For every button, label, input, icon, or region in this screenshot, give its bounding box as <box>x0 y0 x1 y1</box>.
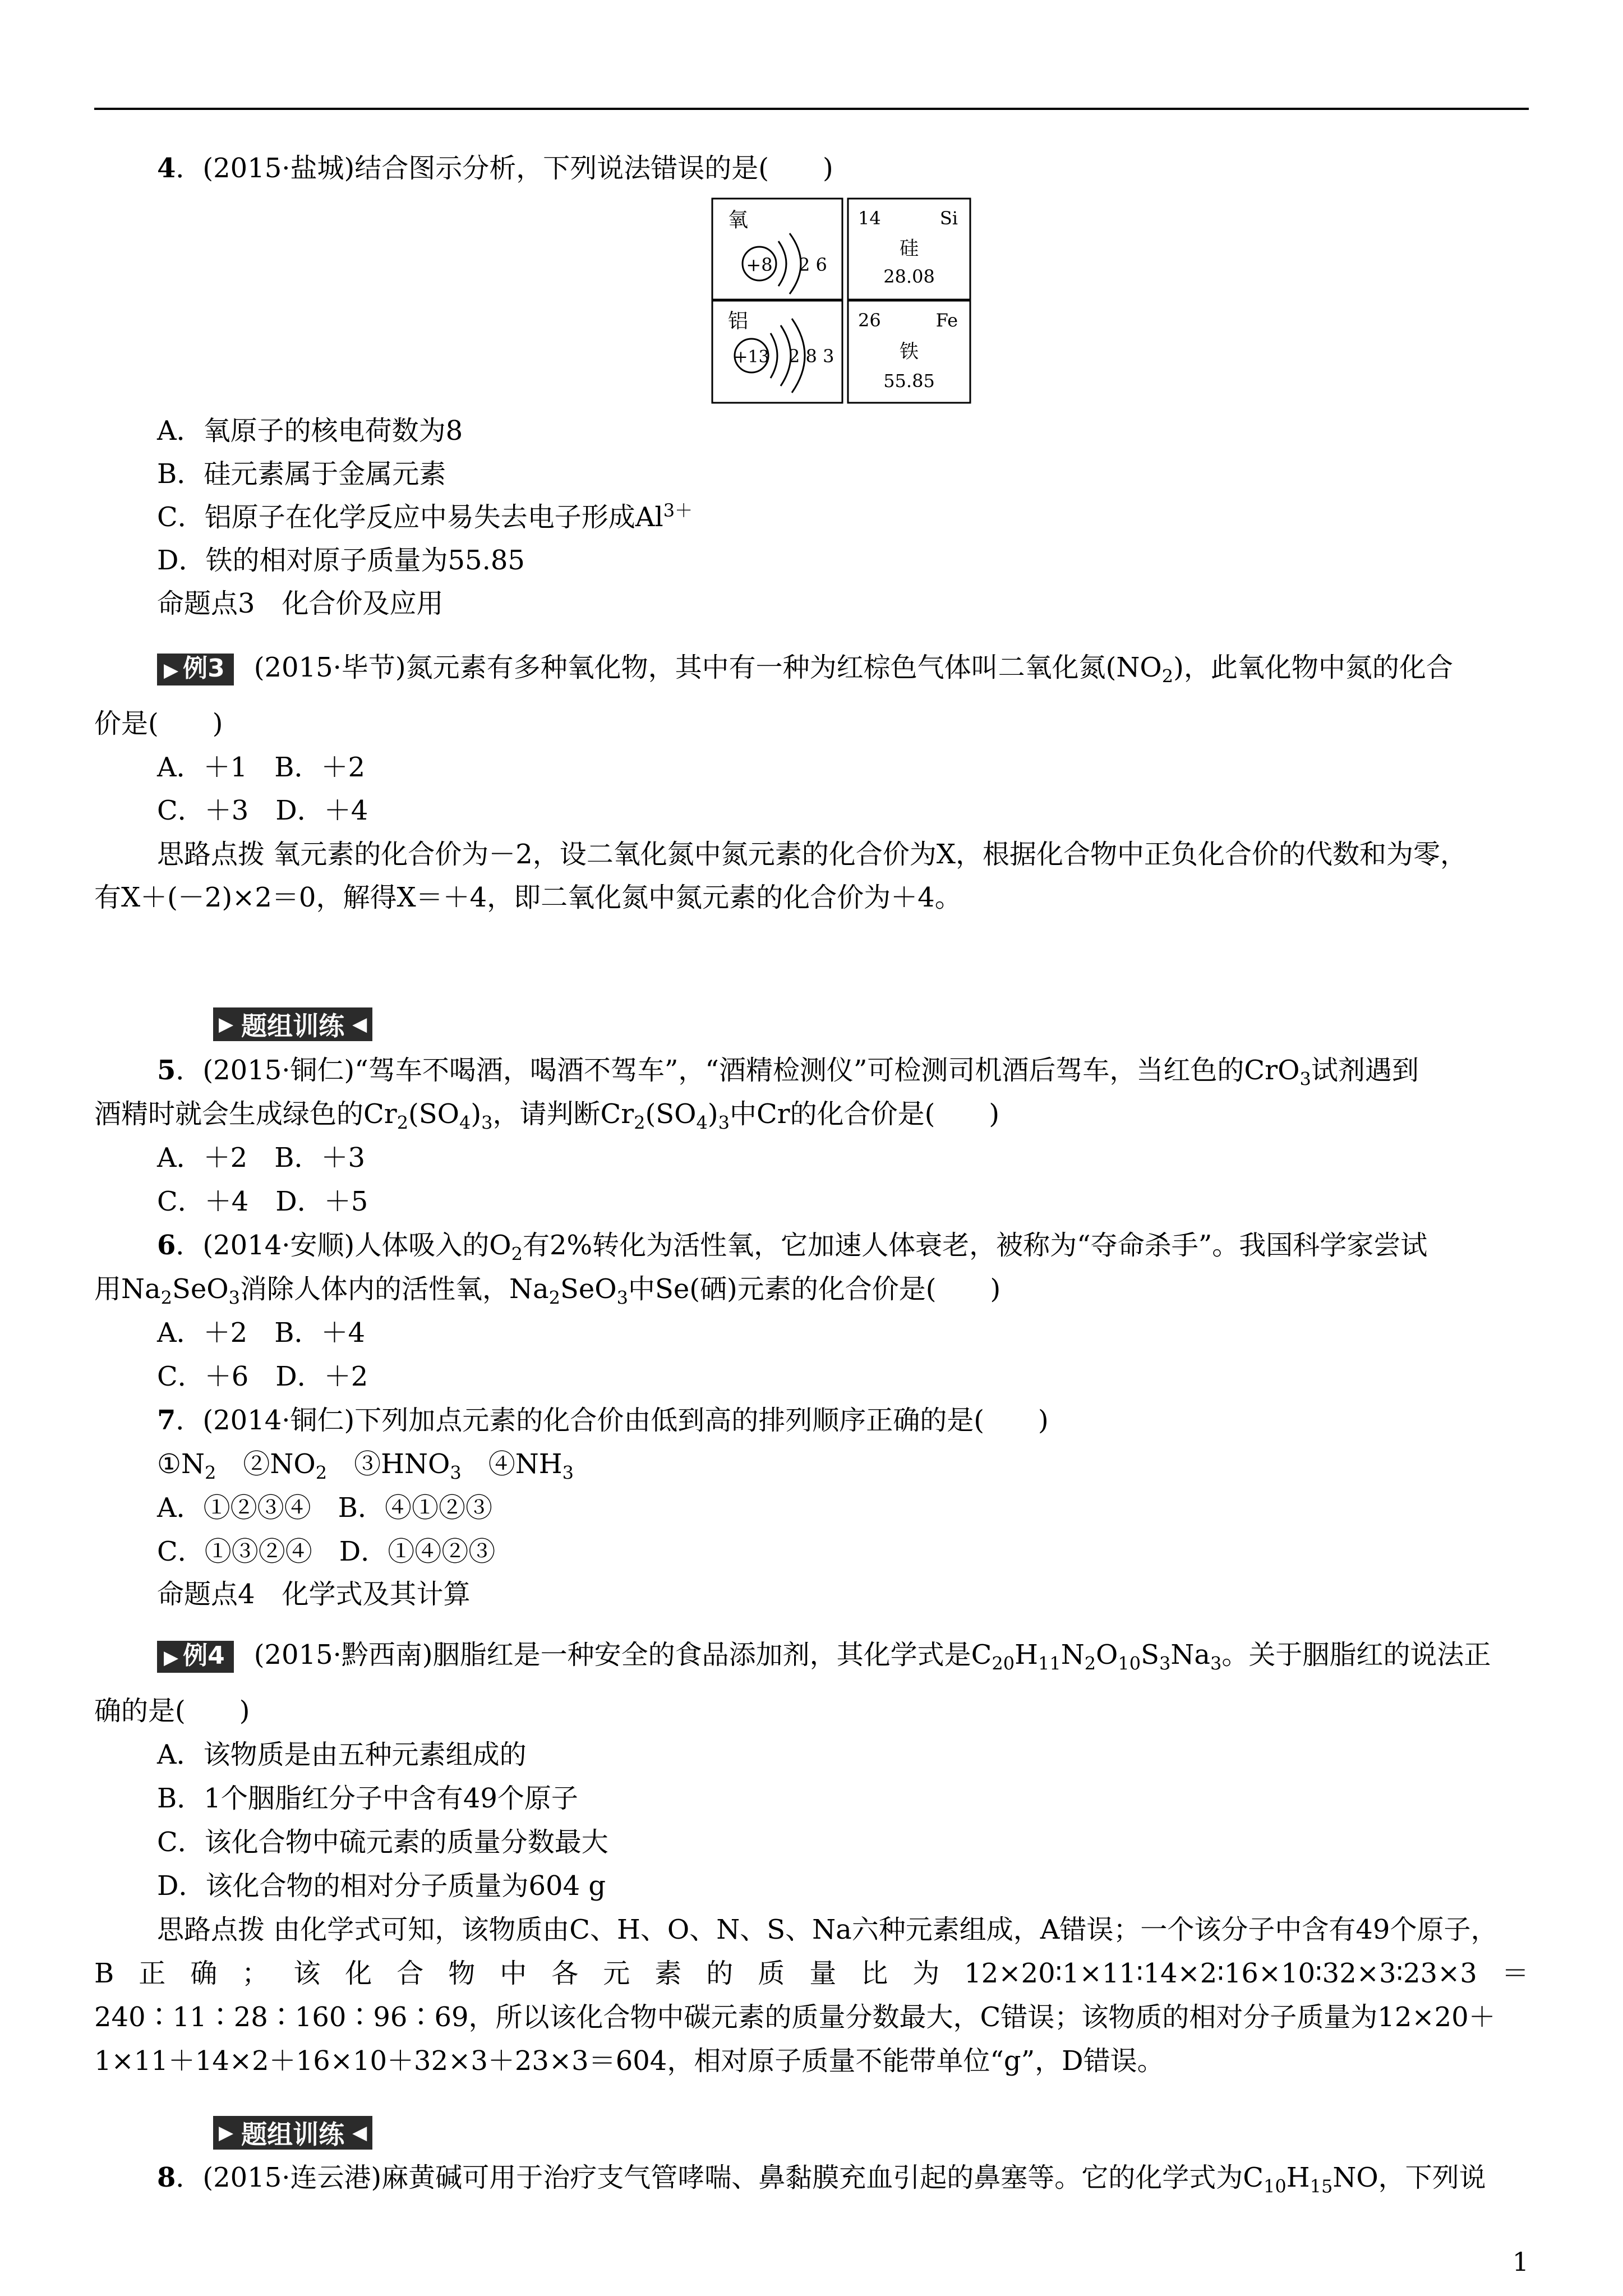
silicon-element-card <box>848 199 970 300</box>
q6-options-ab: A．＋2 B．＋4 <box>157 1317 366 1349</box>
q6-line-1: 6．(2014·安顺)人体吸入的$O_2$有2%转化为活性氧，它加速人体衰老，被称为“夺命杀手”。我国科学家尝试 <box>157 1230 1428 1265</box>
example-4-option-d: D．该化合物的相对分子质量为604 g <box>157 1870 606 1902</box>
example-3-hint-line-1: 思路点拨 氧元素的化合价为－2，设二氧化氮中氮元素的化合价为X，根据化合物中正负化合价的代数和为零， <box>157 839 1467 870</box>
q4-option-a: A．氧原子的核电荷数为8 <box>157 415 463 447</box>
q5-options-cd: C．＋4 D．＋5 <box>157 1186 368 1217</box>
q7-stem: 7．(2014·铜仁)下列加点元素的化合价由低到高的排列顺序正确的是( ) <box>157 1405 1049 1436</box>
q7-number: 7 <box>157 1405 176 1436</box>
q4-figure <box>711 197 972 405</box>
section-3-heading: 命题点3 化合价及应用 <box>157 588 444 619</box>
example-4-hint-line-1: 思路点拨 由化学式可知，该物质由C、H、O、N、S、Na六种元素组成，A错误；一个该分子中含有49个原子， <box>157 1914 1498 1945</box>
example-4-hint-line-2: B 正 确 ； 该 化 合 物 中 各 元 素 的 质 量 比 为 12×20∶1×11∶14×2∶16×10∶32×3∶23×3 ＝ <box>94 1958 1529 1989</box>
reverse-triangle-icon: ◀ <box>352 1013 367 1036</box>
iron-atomic-number: 26 <box>858 310 881 331</box>
silicon-symbol: Si <box>939 208 958 229</box>
aluminum-shell-electrons: 2 8 3 <box>789 346 834 367</box>
q6-line-2: 用$Na_2SeO_3$消除人体内的活性氧，$Na_2SeO_3$中Se(硒)元素的化合价是( ) <box>94 1273 1001 1309</box>
q7-options-ab: A．①②③④ B．④①②③ <box>157 1492 492 1524</box>
example-3-line-2: 价是( ) <box>94 708 223 739</box>
q4-number: 4 <box>157 153 176 184</box>
q7-options-cd: C．①③②④ D．①④②③ <box>157 1536 496 1567</box>
q8-line-1: 8．(2015·连云港)麻黄碱可用于治疗支气管哮喘、鼻黏膜充血引起的鼻塞等。它的化学式为$C_{10}H_{15}NO$，下列说 <box>157 2162 1486 2197</box>
example-4-option-a: A．该物质是由五种元素组成的 <box>157 1739 527 1770</box>
q5-line-2: 酒精时就会生成绿色的$Cr_2(SO_4)_3$，请判断$Cr_2(SO_4)_3$中Cr的化合价是( ) <box>94 1098 1000 1134</box>
example-4-badge: ▶ 例4 <box>157 1641 234 1673</box>
group-training-banner-1: ▶ 题组训练 ◀ <box>213 1007 372 1041</box>
play-triangle-icon: ▶ <box>219 1013 234 1036</box>
aluminum-nucleus-charge: +13 <box>734 347 769 367</box>
silicon-atomic-number: 14 <box>858 208 881 229</box>
iron-symbol: Fe <box>935 310 958 331</box>
aluminum-name: 铝 <box>728 310 749 333</box>
silicon-mass: 28.08 <box>883 266 935 287</box>
oxygen-shell-electrons: 2 6 <box>799 254 827 275</box>
example-3-hint-line-2: 有X＋(－2)×2＝0，解得X＝＋4，即二氧化氮中氮元素的化合价为＋4。 <box>94 882 962 913</box>
oxygen-atom-box <box>712 199 842 300</box>
q4-option-d: D．铁的相对原子质量为55.85 <box>157 545 525 576</box>
q5-options-ab: A．＋2 B．＋3 <box>157 1142 366 1174</box>
group-training-banner-2: ▶ 题组训练 ◀ <box>213 2116 372 2150</box>
oxygen-name: 氧 <box>728 209 749 232</box>
q5-line-1: 5．(2015·铜仁)“驾车不喝酒，喝酒不驾车”，“酒精检测仪”可检测司机酒后驾车，当红色的CrO$_3$试剂遇到 <box>157 1055 1419 1090</box>
q4-stem: 4．(2015·盐城)结合图示分析，下列说法错误的是( ) <box>157 153 833 184</box>
example-4-option-c: C．该化合物中硫元素的质量分数最大 <box>157 1826 608 1858</box>
play-triangle-icon: ▶ <box>164 1646 179 1669</box>
aluminum-atom-box <box>712 301 842 403</box>
q8-number: 8 <box>157 2162 176 2193</box>
oxygen-shell-1 <box>778 241 786 286</box>
header-rule <box>94 108 1529 110</box>
section-4-heading: 命题点4 化学式及其计算 <box>157 1579 471 1610</box>
play-triangle-icon: ▶ <box>164 659 179 682</box>
example-3-options-cd: C．＋3 D．＋4 <box>157 795 368 826</box>
example-4-hint-line-3: 240∶11∶28∶160∶96∶69，所以该化合物中碳元素的质量分数最大，C错误；该物质的相对分子质量为12×20＋ <box>94 2001 1496 2033</box>
reverse-triangle-icon: ◀ <box>352 2122 367 2144</box>
example-3-line-1: ▶ 例3 (2015·毕节)氮元素有多种氧化物，其中有一种为红棕色气体叫二氧化氮$(NO_2)$，此氧化物中氮的化合 <box>157 651 1453 685</box>
example-3-options-ab: A．＋1 B．＋2 <box>157 752 366 783</box>
iron-mass: 55.85 <box>883 370 935 392</box>
example-3-badge: ▶ 例3 <box>157 654 234 685</box>
q4-option-c: C．铝原子在化学反应中易失去电子形成$Al^{3+}$ <box>157 500 693 533</box>
silicon-name: 硅 <box>900 237 919 260</box>
iron-name: 铁 <box>900 341 919 363</box>
page-number: 1 <box>1512 2247 1529 2277</box>
oxygen-nucleus-charge: +8 <box>746 254 773 275</box>
aluminum-shell-1 <box>771 333 777 378</box>
q6-options-cd: C．＋6 D．＋2 <box>157 1361 368 1392</box>
q5-number: 5 <box>157 1055 176 1086</box>
iron-element-card <box>848 301 970 403</box>
q7-items: $①N_2$ $②NO_2$ $③HNO_3$ $④NH_3$ <box>157 1448 574 1484</box>
example-4-line-1: ▶ 例4 (2015·黔西南)胭脂红是一种安全的食品添加剂，其化学式是$C_{20}H_{11}N_2O_{10}S_3Na_3$。关于胭脂红的说法正 <box>157 1638 1491 1673</box>
example-4-option-b: B．1个胭脂红分子中含有49个原子 <box>157 1783 578 1814</box>
q6-number: 6 <box>157 1230 176 1261</box>
play-triangle-icon: ▶ <box>219 2122 234 2144</box>
example-4-line-2: 确的是( ) <box>94 1695 250 1727</box>
q4-option-b: B．硅元素属于金属元素 <box>157 458 446 490</box>
example-4-hint-line-4: 1×11＋14×2＋16×10＋32×3＋23×3＝604，相对原子质量不能带单位“g”，D错误。 <box>94 2045 1164 2077</box>
